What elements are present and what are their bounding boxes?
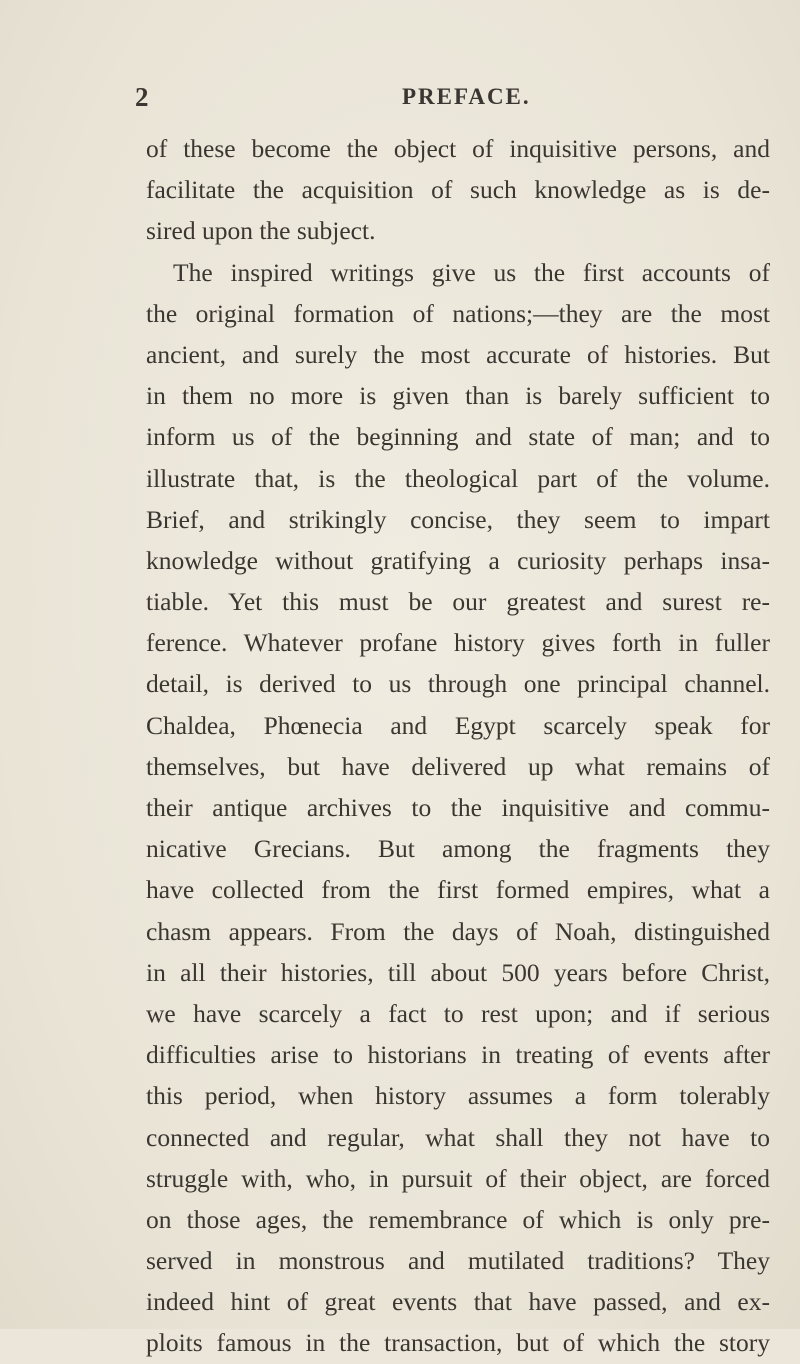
text-line: Chaldea, Phœnecia and Egypt scarcely speak for: [146, 710, 770, 740]
text-line: their antique archives to the inquisitive and commu-: [146, 793, 770, 822]
text-line: ploits famous in the transaction, but of which the story: [146, 1328, 770, 1358]
text-line: ference. Whatever profane history gives forth in fuller: [146, 628, 770, 658]
text-line: difficulties arise to historians in treating of events after: [146, 1040, 770, 1070]
text-line: in them no more is given than is barely sufficient to: [146, 381, 770, 411]
text-line: tiable. Yet this must be our greatest and surest re-: [146, 587, 770, 617]
running-head: PREFACE.: [402, 84, 531, 109]
text-line: inform us of the beginning and state of man; and to: [146, 422, 770, 452]
text-line: on those ages, the remembrance of which is only pre-: [146, 1204, 770, 1234]
page-number: 2: [135, 82, 149, 112]
text-line: chasm appears. From the days of Noah, distinguished: [146, 916, 770, 946]
text-line: of these become the object of inquisitive persons, and: [146, 134, 770, 163]
text-line: struggle with, who, in pursuit of their object, are forced: [146, 1163, 770, 1193]
text-line: themselves, but have delivered up what remains of: [146, 751, 770, 781]
text-line: in all their histories, till about 500 years before Christ,: [146, 957, 770, 987]
text-line: nicative Grecians. But among the fragments they: [146, 834, 770, 864]
text-line: connected and regular, what shall they not have to: [146, 1122, 770, 1152]
page-header: [0, 82, 800, 118]
text-line: The inspired writings give us the first accounts of: [173, 257, 770, 287]
text-line: we have scarcely a fact to rest upon; and if serious: [146, 998, 770, 1028]
text-line: Brief, and strikingly concise, they seem to impart: [146, 504, 770, 534]
text-line: ancient, and surely the most accurate of histories. But: [146, 339, 770, 369]
text-line: illustrate that, is the theological part of the volume.: [146, 463, 770, 493]
text-line: knowledge without gratifying a curiosity perhaps insa-: [146, 545, 770, 575]
text-line: have collected from the first formed empires, what a: [146, 875, 770, 905]
text-line: detail, is derived to us through one principal channel.: [146, 669, 770, 699]
text-line: indeed hint of great events that have passed, and ex-: [146, 1287, 770, 1317]
text-line: this period, when history assumes a form tolerably: [146, 1081, 770, 1111]
body-text: [146, 128, 770, 1364]
text-line: facilitate the acquisition of such knowledge as is de-: [146, 175, 770, 205]
text-line: served in monstrous and mutilated traditions? They: [146, 1246, 770, 1276]
text-line: sired upon the subject.: [146, 216, 376, 246]
text-line: the original formation of nations;—they are the most: [146, 298, 770, 328]
